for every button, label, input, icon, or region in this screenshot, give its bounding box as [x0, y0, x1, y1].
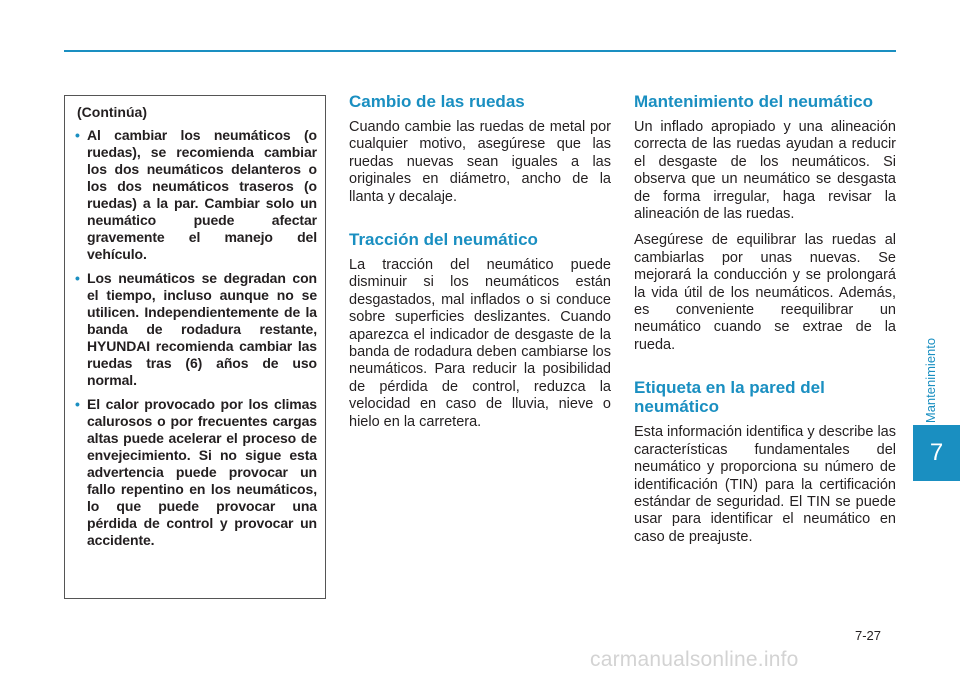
- chapter-number-tab: 7: [913, 425, 960, 481]
- bullet-icon: •: [75, 396, 80, 412]
- section-sidewall-label: [634, 378, 896, 546]
- bullet-icon: •: [75, 127, 80, 143]
- section-title: Tracción del neumático: [349, 230, 538, 250]
- section-traction: [349, 230, 611, 431]
- section-title: Etiqueta en la pared del neumático: [634, 378, 825, 417]
- warning-item-text: Los neumáticos se degradan con el tiempo, incluso aunque no se utilicen. Independientemente de la banda de rodadura restante, HYUNDAI recomienda cambiar las ruedas tras (6) años de uso normal.: [87, 270, 317, 388]
- chapter-name: Mantenimiento: [923, 337, 939, 423]
- bullet-icon: •: [75, 270, 80, 286]
- section-tire-maintenance: [634, 92, 896, 354]
- warning-list: [77, 127, 317, 549]
- chapter-side-label: [920, 330, 942, 430]
- section-title: Mantenimiento del neumático: [634, 92, 873, 111]
- paragraph: Un inflado apropiado y una alineación correcta de las ruedas ayudan a reducir el desgaste de los neumáticos. Si observa que un neumático se desgasta de forma irregular, haga revisar la alineación de las ruedas.: [634, 119, 896, 223]
- paragraph: Asegúrese de equilibrar las ruedas al cambiarlas por unas nuevas. Se mejorará la conducción y se prolongará la vida útil de los neumáticos. Además, es conveniente reequilibrar un neumático cuando se extrae de la rueda.: [634, 232, 896, 353]
- warning-item-text: El calor provocado por los climas calurosos o por frecuentes cargas altas puede acelerar el proceso de envejecimiento. Si no sigue esta advertencia puede provocar un fallo repentino en los neumáticos, lo que puede provocar una pérdida de control y provocar un accidente.: [87, 396, 317, 548]
- warning-item: [77, 396, 317, 549]
- watermark: carmanualsonline.info: [590, 648, 799, 671]
- warning-box: [64, 95, 326, 599]
- paragraph: Cuando cambie las ruedas de metal por cualquier motivo, asegúrese que las ruedas nuevas sean iguales a las originales en diámetro, ancho de la llanta y decalaje.: [349, 119, 611, 205]
- paragraph: Esta información identifica y describe las características fundamentales del neumático y proporciona su número de identificación (TIN) para la certificación estándar de seguridad. El TIN se puede usar para identificar el neumático en caso de preajuste.: [634, 424, 896, 545]
- warning-box-title: (Continúa): [77, 104, 147, 120]
- header-rule: [64, 50, 896, 52]
- warning-item: [77, 127, 317, 263]
- paragraph: La tracción del neumático puede disminuir si los neumáticos están desgastados, mal inflados o si conduce sobre superficies deslizantes. Cuando aparezca el indicador de desgaste de la banda de rodadura deben cambiarse los neumáticos. Para reducir la posibilidad de pérdida de control, reduzca la velocidad en caso de lluvia, nieve o hielo en la carretera.: [349, 257, 611, 430]
- right-column: [634, 92, 896, 570]
- middle-column: [349, 92, 611, 455]
- section-title: Cambio de las ruedas: [349, 92, 525, 111]
- warning-item-text: Al cambiar los neumáticos (o ruedas), se recomienda cambiar los dos neumáticos delanteros o los dos neumáticos traseros (o ruedas) a la par. Cambiar solo un neumático puede afectar gravemente el manejo del vehículo.: [87, 127, 317, 262]
- section-wheel-change: [349, 92, 611, 206]
- page-number: 7-27: [855, 628, 882, 643]
- warning-item: [77, 270, 317, 389]
